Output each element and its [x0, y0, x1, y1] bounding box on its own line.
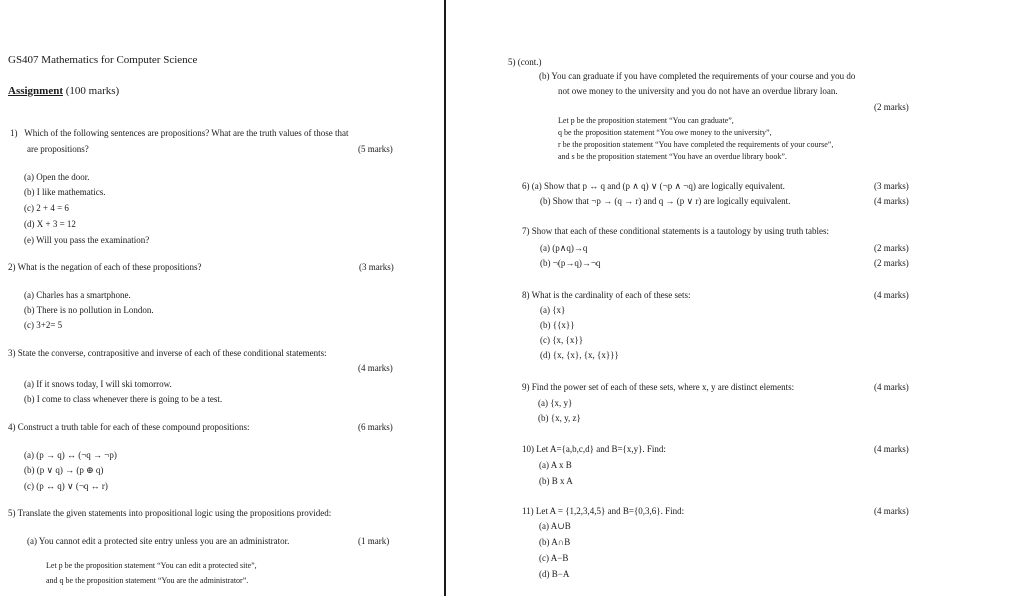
q2-item: (c) 3+2= 5 — [24, 320, 63, 330]
document-page-right — [446, 0, 939, 596]
q5-b-def: and s be the proposition statement “You have an overdue library book”. — [558, 152, 787, 161]
q11-item: (b) A∩B — [539, 537, 571, 547]
q5-b-def: r be the proposition statement “You have completed the requirements of your course”, — [558, 140, 834, 149]
q6-b: (b) Show that ¬p → (q → r) and q → (p ∨ r) are logically equivalent. — [540, 196, 791, 206]
q3-marks: (4 marks) — [358, 363, 393, 373]
q3-text: 3) State the converse, contrapositive and inverse of each of these conditional statements: — [8, 348, 327, 358]
q8-item: (c) {x, {x}} — [540, 335, 584, 345]
q2-text: 2) What is the negation of each of these propositions? — [8, 262, 202, 272]
q11-marks: (4 marks) — [874, 506, 909, 516]
q5-a-def: Let p be the proposition statement “You can edit a protected site”, — [46, 561, 257, 570]
q8-text: 8) What is the cardinality of each of these sets: — [522, 290, 691, 300]
q3-item: (a) If it snows today, I will ski tomorrow. — [24, 379, 172, 389]
q2-item: (b) There is no pollution in London. — [24, 305, 154, 315]
document-page-left — [0, 0, 444, 596]
q9-item: (b) {x, y, z} — [538, 413, 581, 423]
q1-line2: are propositions? — [27, 144, 89, 154]
course-title: GS407 Mathematics for Computer Science — [8, 54, 198, 66]
q4-item: (a) (p → q) ↔ (¬q → ¬p) — [24, 450, 117, 460]
q6-a-marks: (3 marks) — [874, 181, 909, 191]
q5-b-line1: (b) You can graduate if you have completed the requirements of your course and you do — [539, 71, 856, 81]
q5-b-marks: (2 marks) — [874, 102, 909, 112]
assignment-marks: (100 marks) — [65, 85, 120, 97]
q4-item: (b) (p ∨ q) → (p ⊕ q) — [24, 465, 104, 475]
q11-item: (d) B−A — [539, 569, 570, 579]
q9-marks: (4 marks) — [874, 382, 909, 392]
q11-item: (a) A∪B — [539, 521, 571, 531]
q3-item: (b) I come to class whenever there is going to be a test. — [24, 394, 223, 404]
q7-a-marks: (2 marks) — [874, 243, 909, 253]
q9-text: 9) Find the power set of each of these sets, where x, y are distinct elements: — [522, 382, 795, 392]
q10-item: (a) A x B — [539, 460, 572, 470]
q6-b-marks: (4 marks) — [874, 196, 909, 206]
q4-item: (c) (p ↔ q) ∨ (¬q ↔ r) — [24, 481, 108, 491]
q4-marks: (6 marks) — [358, 422, 393, 432]
q8-item: (a) {x} — [540, 305, 566, 315]
q1-item: (e) Will you pass the examination? — [24, 235, 150, 245]
q5-b-def: Let p be the proposition statement “You can graduate”, — [558, 116, 734, 125]
q10-item: (b) B x A — [539, 476, 573, 486]
q2-item: (a) Charles has a smartphone. — [24, 290, 131, 300]
q5-cont-title: 5) (cont.) — [508, 57, 542, 67]
q5-b-line2: not owe money to the university and you do not have an overdue library loan. — [558, 86, 838, 96]
q10-marks: (4 marks) — [874, 444, 909, 454]
q9-item: (a) {x, y} — [538, 398, 573, 408]
q5-a-def: and q be the proposition statement “You are the administrator”. — [46, 576, 249, 585]
q1-marks: (5 marks) — [358, 144, 393, 154]
q5-text: 5) Translate the given statements into propositional logic using the propositions provided: — [8, 508, 332, 518]
q1-item: (b) I like mathematics. — [24, 187, 106, 197]
q5-b-def: q be the proposition statement “You owe money to the university”, — [558, 128, 772, 137]
page-margin-strip — [939, 0, 1024, 596]
q7-b-marks: (2 marks) — [874, 258, 909, 268]
q4-text: 4) Construct a truth table for each of these compound propositions: — [8, 422, 250, 432]
q1-item: (d) X + 3 = 12 — [24, 219, 76, 229]
assignment-label: Assignment — [8, 85, 64, 97]
q8-item: (d) {x, {x}, {x, {x}}} — [540, 350, 619, 360]
q10-text: 10) Let A={a,b,c,d} and B={x,y}. Find: — [522, 444, 666, 454]
q11-item: (c) A−B — [539, 553, 569, 563]
q7-a: (a) (p∧q)→q — [540, 243, 588, 253]
q1-item: (c) 2 + 4 = 6 — [24, 203, 69, 213]
q6-a: 6) (a) Show that p ↔ q and (p ∧ q) ∨ (¬p ∧ ¬q) are logically equivalent. — [522, 181, 785, 191]
q8-marks: (4 marks) — [874, 290, 909, 300]
q8-item: (b) {{x}} — [540, 320, 575, 330]
q5-a-marks: (1 mark) — [358, 536, 390, 546]
q1-line1: 1) Which of the following sentences are propositions? What are the truth values of those that — [10, 128, 349, 138]
q7-text: 7) Show that each of these conditional statements is a tautology by using truth tables: — [522, 226, 829, 236]
q7-b: (b) ¬(p→q)→¬q — [540, 258, 601, 268]
q2-marks: (3 marks) — [359, 262, 394, 272]
q5-a: (a) You cannot edit a protected site entry unless you are an administrator. — [27, 536, 290, 546]
assignment-heading — [8, 85, 119, 98]
q11-text: 11) Let A = {1,2,3,4,5} and B={0,3,6}. Find: — [522, 506, 685, 516]
q1-item: (a) Open the door. — [24, 172, 90, 182]
